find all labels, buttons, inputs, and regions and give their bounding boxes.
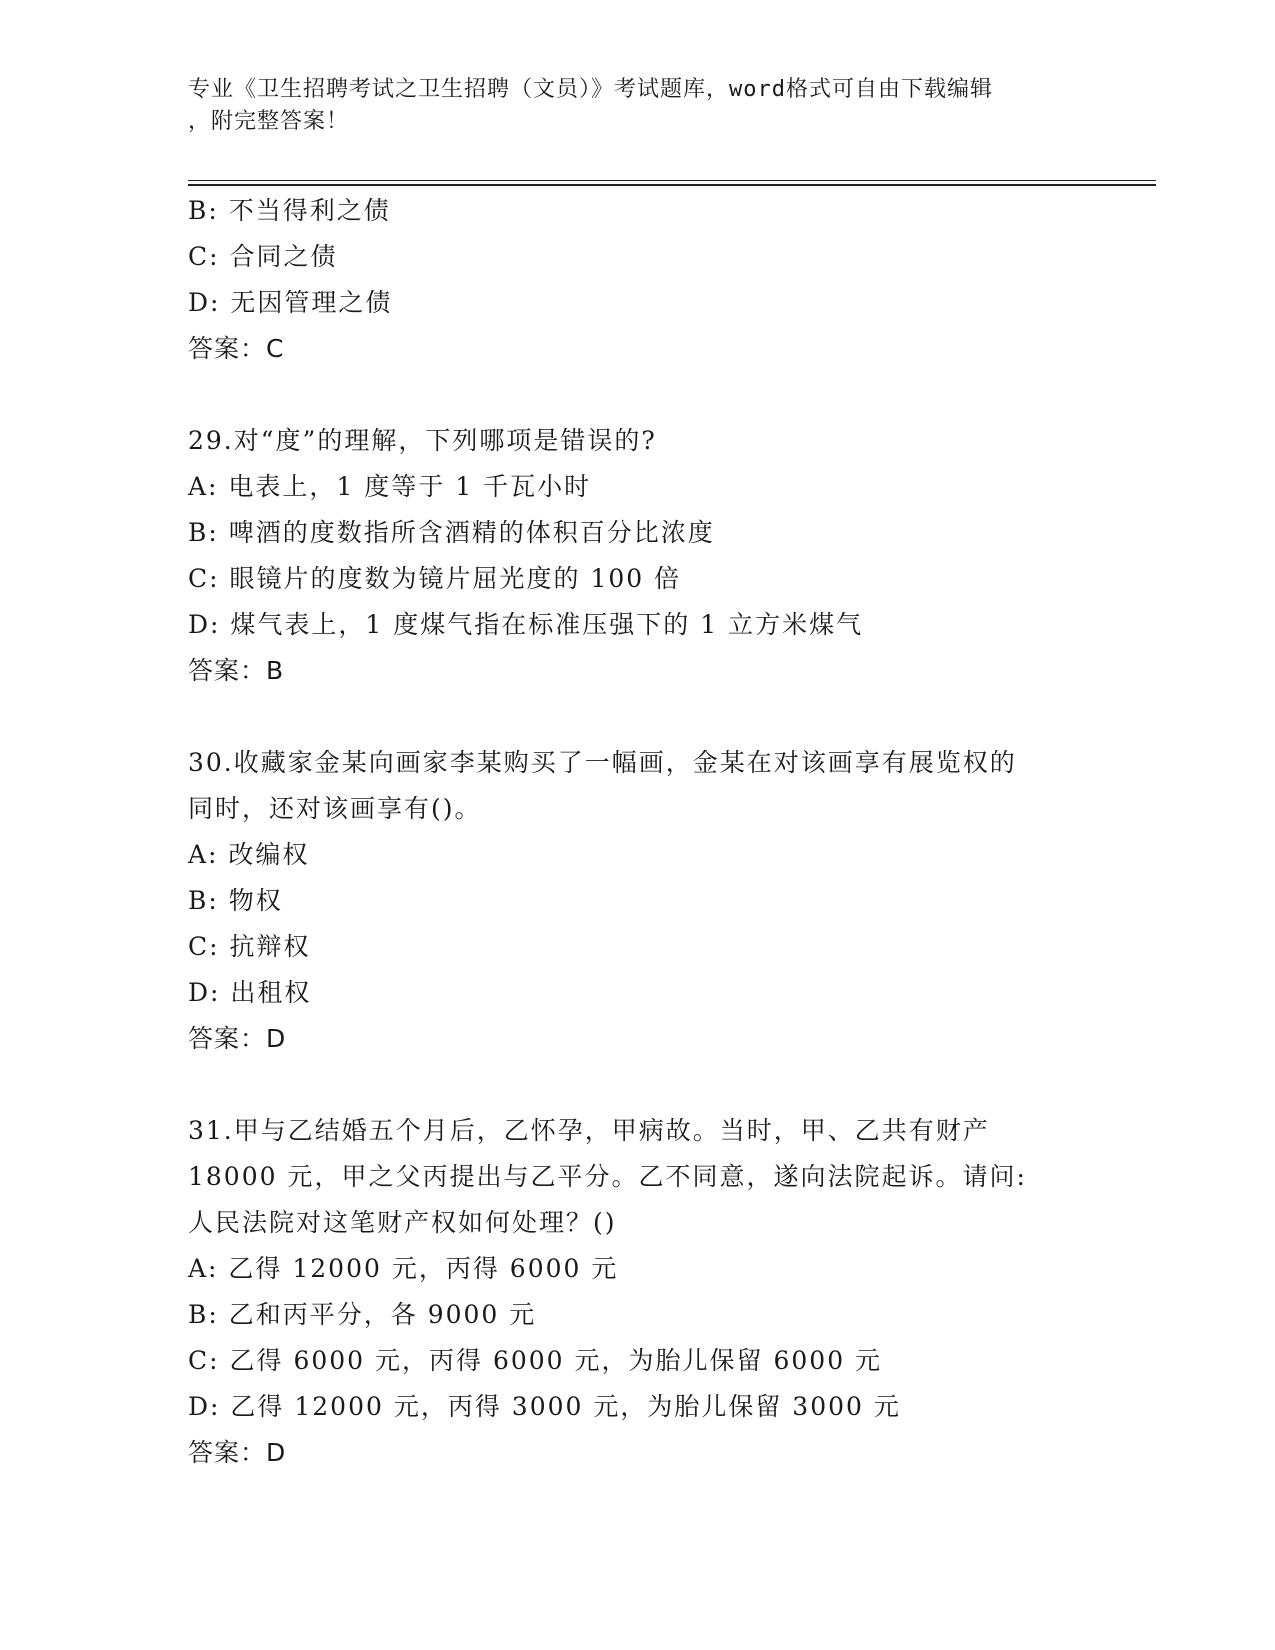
option-a: A: 乙得 12000 元，丙得 6000 元 [188, 1254, 619, 1283]
option-a: A: 电表上，1 度等于 1 千瓦小时 [188, 472, 592, 501]
question-29 [188, 418, 1088, 694]
option-b: B: 乙和丙平分，各 9000 元 [188, 1300, 537, 1329]
header-divider-thin [188, 180, 1156, 181]
question-stem-line-3: 人民法院对这笔财产权如何处理？() [188, 1208, 617, 1237]
question-28-partial [188, 188, 1088, 372]
question-stem-line-2: 同时，还对该画享有()。 [188, 794, 482, 823]
option-a: A: 改编权 [188, 840, 310, 869]
document-header [188, 74, 1088, 138]
question-stem-line-2: 18000 元，甲之父丙提出与乙平分。乙不同意，遂向法院起诉。请问: [188, 1162, 1027, 1191]
header-divider-thick [188, 184, 1156, 186]
spacer [188, 1062, 1088, 1108]
option-d: D: 煤气表上，1 度煤气指在标准压强下的 1 立方米煤气 [188, 610, 864, 639]
question-list [188, 188, 1088, 1476]
question-stem-line-1: 31.甲与乙结婚五个月后，乙怀孕，甲病故。当时，甲、乙共有财产 [188, 1116, 990, 1145]
option-b: B: 啤酒的度数指所含酒精的体积百分比浓度 [188, 518, 715, 547]
option-c: C: 乙得 6000 元，丙得 6000 元，为胎儿保留 6000 元 [188, 1346, 883, 1375]
option-d: D: 乙得 12000 元，丙得 3000 元，为胎儿保留 3000 元 [188, 1392, 901, 1421]
option-d: D: 出租权 [188, 978, 312, 1007]
question-31 [188, 1108, 1088, 1476]
question-stem-line-1: 30.收藏家金某向画家李某购买了一幅画，金某在对该画享有展览权的 [188, 748, 1017, 777]
answer-line: 答案：D [188, 1438, 287, 1467]
answer-line: 答案：B [188, 656, 285, 685]
option-b: B: 不当得利之债 [188, 196, 391, 225]
option-d: D: 无因管理之债 [188, 288, 393, 317]
spacer [188, 694, 1088, 740]
question-30 [188, 740, 1088, 1062]
option-c: C: 眼镜片的度数为镜片屈光度的 100 倍 [188, 564, 682, 593]
header-line-2: ，附完整答案！ [188, 109, 350, 134]
option-b: B: 物权 [188, 886, 283, 915]
option-c: C: 抗辩权 [188, 932, 311, 961]
answer-line: 答案：D [188, 1024, 287, 1053]
option-c: C: 合同之债 [188, 242, 338, 271]
question-stem: 29.对“度”的理解，下列哪项是错误的? [188, 426, 657, 455]
header-line-1: 专业《卫生招聘考试之卫生招聘（文员）》考试题库，word格式可自由下载编辑 [188, 77, 993, 102]
spacer [188, 372, 1088, 418]
answer-line: 答案：C [188, 334, 285, 363]
